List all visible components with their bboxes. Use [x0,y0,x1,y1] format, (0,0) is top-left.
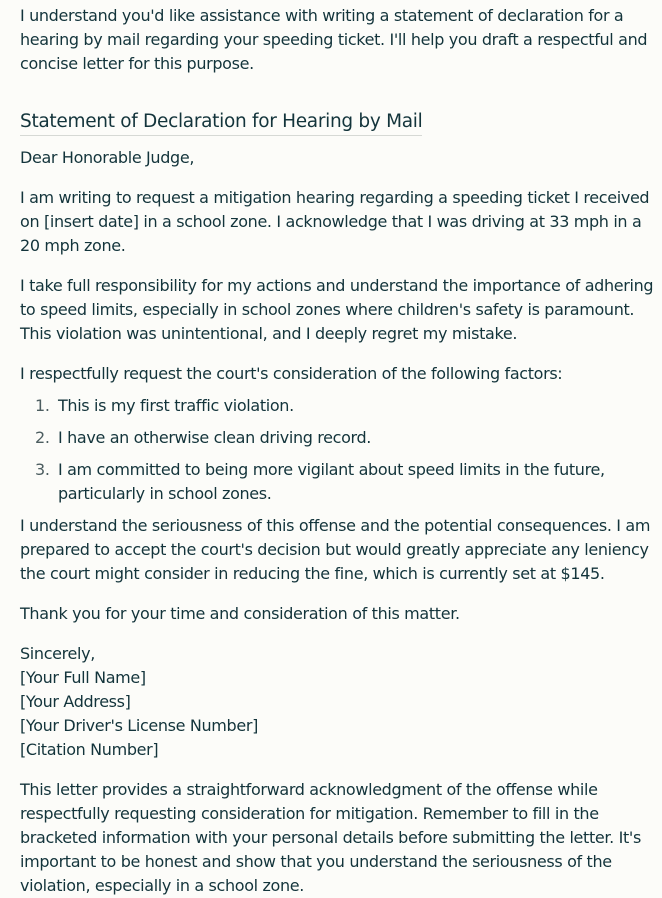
letter-paragraph-1: I am writing to request a mitigation hearing regarding a speeding ticket I received on [insert date] in a school zone. I acknowledge that I was driving at 33 mph in a 20 mph zone. [20,188,650,255]
signature-block [20,642,654,762]
list-number: 1. [35,396,50,415]
signature-closing: Sincerely, [20,644,95,663]
letter-paragraph-2: I take full responsibility for my actions and understand the importance of adhering to speed limits, especially in school zones where children's safety is paramount. This violation was unintentional, and I deeply regret my mistake. [20,276,654,343]
list-number: 3. [35,460,50,479]
list-number: 2. [35,428,50,447]
salutation: Dear Honorable Judge, [20,148,195,167]
outro-paragraph: This letter provides a straightforward acknowledgment of the offense while respectfully requesting consideration for mitigation. Remember to fill in the bracketed information with your personal details before submitting the letter. It's important to be honest and show that you understand the seriousness of the violation, especially in a school zone. [20,780,641,895]
closing-paragraph-1: I understand the seriousness of this offense and the potential consequences. I am prepared to accept the court's decision but would greatly appreciate any leniency the court might consider in reducing the fine, which is currently set at $145. [20,516,651,583]
list-text: This is my first traffic violation. [58,396,294,415]
signature-name: [Your Full Name] [20,668,146,687]
letter-heading: Statement of Declaration for Hearing by Mail [20,109,422,136]
list-item [20,394,654,418]
intro-paragraph: I understand you'd like assistance with writing a statement of declaration for a hearing by mail regarding your speeding ticket. I'll help you draft a respectful and concise letter for this purpose. [20,6,648,73]
signature-citation: [Citation Number] [20,740,159,759]
signature-address: [Your Address] [20,692,131,711]
signature-license: [Your Driver's License Number] [20,716,258,735]
list-item [20,458,654,506]
list-text: I am committed to being more vigilant about speed limits in the future, particularly in school zones. [58,460,605,503]
list-text: I have an otherwise clean driving record. [58,428,372,447]
letter-paragraph-3: I respectfully request the court's consideration of the following factors: [20,364,563,383]
closing-paragraph-2: Thank you for your time and consideration of this matter. [20,604,460,623]
factors-list [20,394,654,506]
list-item [20,426,654,450]
